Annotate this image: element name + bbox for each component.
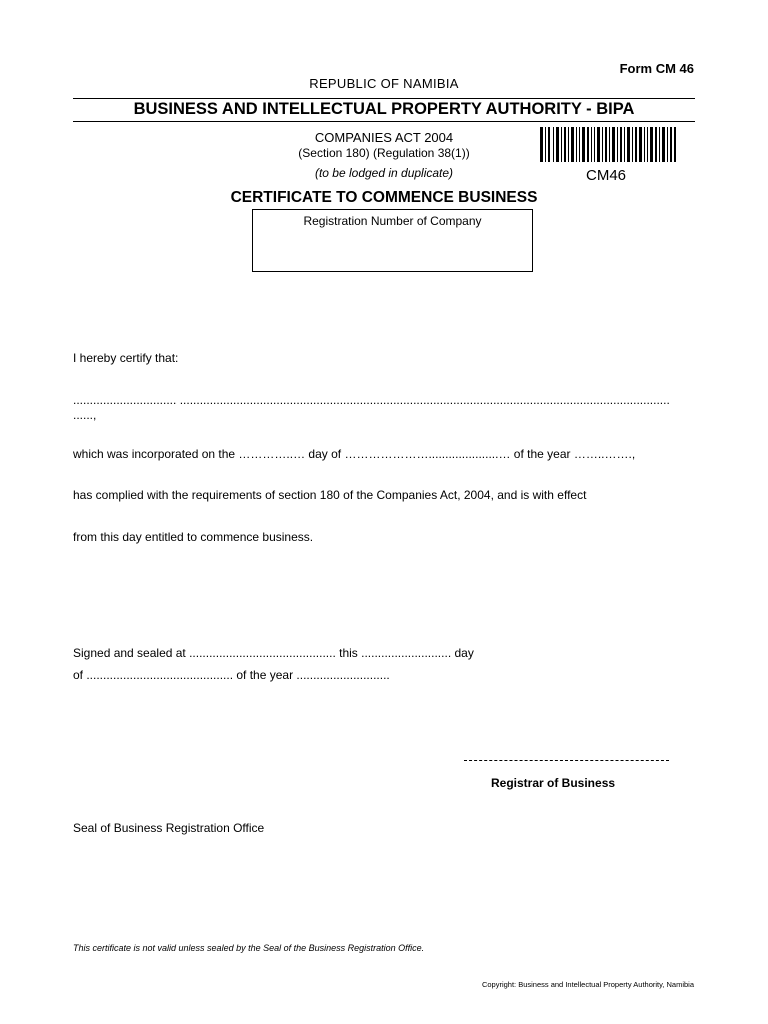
act-heading: COMPANIES ACT 2004 bbox=[314, 130, 454, 145]
certificate-title: CERTIFICATE TO COMMENCE BUSINESS bbox=[230, 189, 538, 206]
section-reference: (Section 180) (Regulation 38(1)) bbox=[298, 146, 470, 160]
commence-statement: from this day entitled to commence business. bbox=[73, 530, 314, 544]
certify-statement: I hereby certify that: bbox=[73, 351, 179, 365]
date-year-line[interactable]: of ............................................ of the year ............................ bbox=[73, 668, 390, 682]
incorporation-line[interactable]: which was incorporated on the …………..… day of ………………….....................… of the year ……..……., bbox=[73, 447, 636, 461]
copyright-notice: Copyright: Business and Intellectual Property Authority, Namibia bbox=[481, 980, 694, 989]
registration-number-box[interactable] bbox=[252, 209, 533, 272]
header-rule-bottom bbox=[73, 121, 695, 122]
form-number: Form CM 46 bbox=[619, 61, 694, 76]
barcode bbox=[540, 127, 676, 162]
company-name-line-end: ......, bbox=[73, 408, 97, 422]
authority-heading: BUSINESS AND INTELLECTUAL PROPERTY AUTHORITY - BIPA bbox=[133, 100, 635, 118]
signed-sealed-line[interactable]: Signed and sealed at ............................................ this ........................... day bbox=[73, 646, 474, 660]
signature-line[interactable] bbox=[464, 760, 669, 761]
registration-number-label: Registration Number of Company bbox=[303, 214, 482, 228]
seal-label: Seal of Business Registration Office bbox=[73, 821, 265, 835]
country-heading: REPUBLIC OF NAMIBIA bbox=[309, 76, 459, 91]
company-name-line[interactable]: ............................... ................................................................................................................................................... bbox=[73, 393, 670, 407]
compliance-statement: has complied with the requirements of section 180 of the Companies Act, 2004, and is with effect bbox=[73, 488, 587, 502]
header-rule-top bbox=[73, 98, 695, 99]
lodging-note: (to be lodged in duplicate) bbox=[314, 166, 454, 180]
barcode-caption: CM46 bbox=[586, 167, 627, 184]
validity-footnote: This certificate is not valid unless sealed by the Seal of the Business Registration Office. bbox=[73, 943, 425, 953]
registrar-label: Registrar of Business bbox=[491, 776, 616, 790]
